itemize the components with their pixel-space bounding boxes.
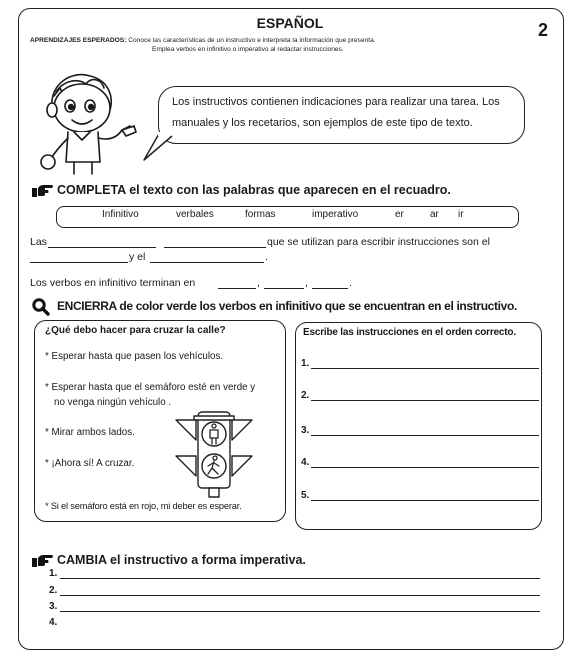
word-bank-item: formas	[245, 209, 276, 220]
answer-number: 3.	[49, 601, 58, 612]
comma: ,	[257, 277, 260, 289]
answer-line[interactable]	[311, 368, 539, 369]
blank-line[interactable]	[264, 288, 304, 289]
answer-number: 2.	[301, 390, 310, 401]
word-bank-item: er	[395, 209, 404, 220]
answer-number: 4.	[301, 457, 310, 468]
learning-objectives	[30, 36, 560, 54]
blank-line[interactable]	[48, 247, 156, 248]
page-number: 2	[537, 20, 548, 40]
answer-number: 1.	[49, 568, 58, 579]
instruction-item: * Si el semáforo está en rojo, mi deber es esperar.	[45, 501, 242, 511]
answer-line[interactable]	[311, 400, 539, 401]
boy-illustration	[30, 66, 142, 176]
magnifier-icon	[32, 298, 50, 316]
answer-number: 3.	[301, 425, 310, 436]
period: .	[349, 277, 352, 289]
page-title: ESPAÑOL	[256, 15, 324, 31]
traffic-light-illustration	[172, 410, 256, 498]
instruction-item-continued: no venga ningún vehículo .	[54, 397, 172, 408]
instructions-box-title: ¿Qué debo hacer para cruzar la calle?	[45, 325, 226, 336]
sentence-end: .	[265, 251, 268, 263]
answer-line[interactable]	[311, 435, 539, 436]
answer-line[interactable]	[60, 595, 540, 596]
ordering-box	[295, 322, 542, 530]
sentence-start: Las	[30, 236, 47, 248]
section-change-heading: CAMBIA el instructivo a forma imperativa.	[57, 553, 306, 567]
objectives-label: APRENDIZAJES ESPERADOS:	[30, 37, 127, 44]
word-bank-item: ir	[458, 209, 464, 220]
answer-line[interactable]	[60, 578, 540, 579]
speech-bubble-text	[172, 92, 517, 134]
answer-number: 2.	[49, 585, 58, 596]
blank-line[interactable]	[312, 288, 348, 289]
comma: ,	[305, 277, 308, 289]
section-circle-heading: ENCIERRA de color verde los verbos en infinitivo que se encuentran en el instructivo.	[57, 299, 517, 313]
instruction-item: * Mirar ambos lados.	[45, 427, 135, 438]
blank-line[interactable]	[30, 262, 128, 263]
blank-line[interactable]	[150, 262, 264, 263]
word-bank-item: imperativo	[312, 209, 359, 220]
word-bank-item: ar	[430, 209, 439, 220]
word-bank-item: verbales	[176, 209, 214, 220]
answer-line[interactable]	[311, 500, 539, 501]
blank-line[interactable]	[164, 247, 266, 248]
answer-line[interactable]	[60, 611, 540, 612]
sentence-mid: que se utilizan para escribir instrucciones son el	[267, 236, 490, 248]
answer-number: 4.	[49, 617, 58, 628]
answer-line[interactable]	[311, 467, 539, 468]
bubble-line-2: manuales y los recetarios, son ejemplos de este tipo de texto.	[172, 117, 473, 129]
verbs-line-text: Los verbos en infinitivo terminan en	[30, 277, 196, 289]
blank-line[interactable]	[218, 288, 256, 289]
instruction-item: * ¡Ahora sí! A cruzar.	[45, 458, 135, 469]
word-bank-item: Infinitivo	[102, 209, 139, 220]
pointing-hand-icon	[32, 553, 54, 567]
instruction-item: * Esperar hasta que el semáforo esté en verde y	[45, 382, 256, 393]
answer-number: 5.	[301, 490, 310, 501]
objective-1: Conoce las características de un instructivo e interpreta la información que presenta.	[128, 37, 376, 44]
objective-2: Emplea verbos en infinitivo o imperativo al redactar instrucciones.	[152, 46, 344, 53]
section-complete-heading: COMPLETA el texto con las palabras que aparecen en el recuadro.	[57, 183, 451, 197]
ordering-box-title: Escribe las instrucciones en el orden correcto.	[303, 327, 516, 338]
answer-number: 1.	[301, 358, 310, 369]
bubble-line-1: Los instructivos contienen indicaciones para realizar una tarea. Los	[172, 96, 500, 108]
pointing-hand-icon	[32, 183, 54, 197]
sentence-y-el: y el	[129, 251, 146, 263]
instruction-item: * Esperar hasta que pasen los vehículos.	[45, 351, 224, 362]
